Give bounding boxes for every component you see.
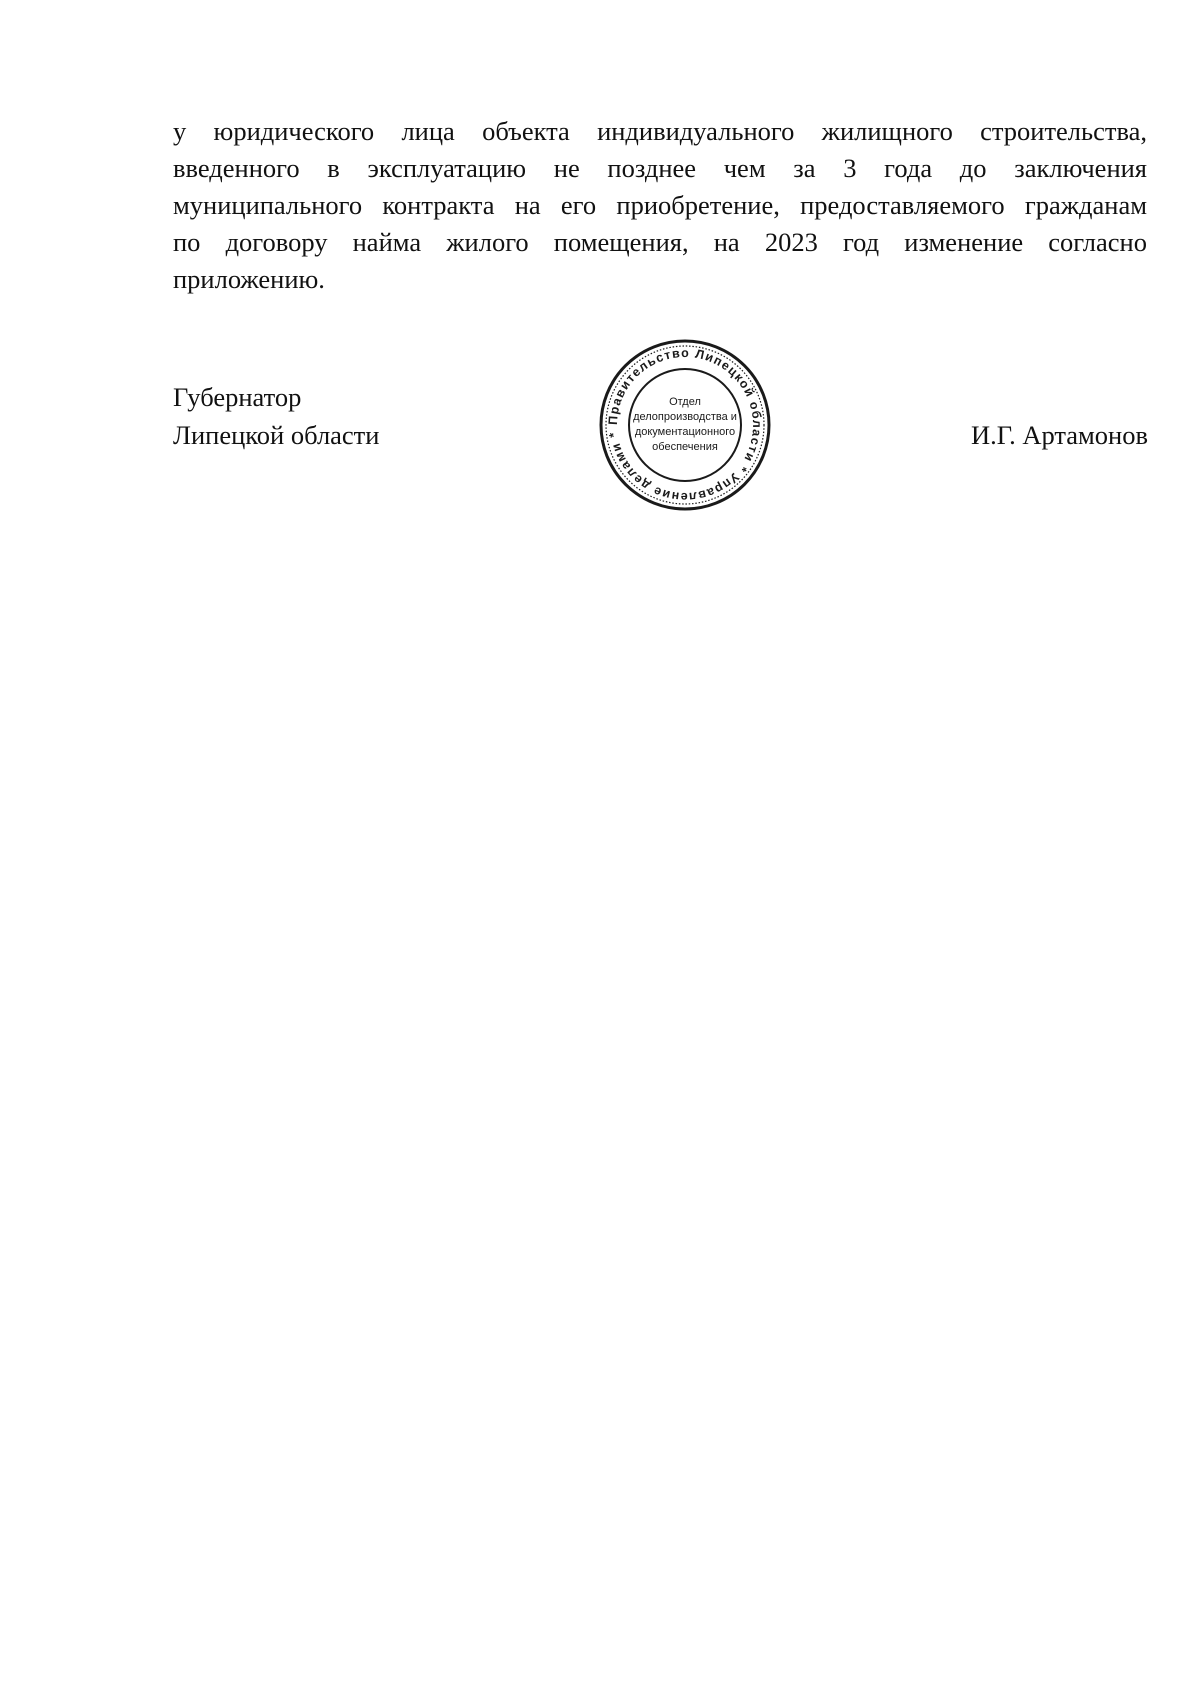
official-seal [597, 337, 773, 513]
signatory-position [173, 378, 379, 454]
seal-outer-text: Правительство Липецкой области * Управление делами * [605, 345, 765, 505]
body-line-3: муниципального контракта на его приобретение, предоставляемого гражданам [173, 190, 1147, 220]
body-line-1: у юридического лица объекта индивидуального жилищного строительства, [173, 116, 1147, 146]
body-line-4: по договору найма жилого помещения, на 2023 год изменение согласно [173, 227, 1147, 257]
body-paragraph [173, 113, 1147, 298]
signatory-title: Губернатор [173, 382, 302, 412]
signatory-name: И.Г. Артамонов [970, 420, 1148, 450]
body-line-2: введенного в эксплуатацию не позднее чем за 3 года до заключения [173, 153, 1147, 183]
seal-inner-line-2: делопроизводства и [633, 411, 737, 423]
seal-inner-line-1: Отдел [669, 396, 701, 408]
signatory-region: Липецкой области [173, 420, 380, 450]
body-line-5: приложению. [173, 264, 325, 294]
seal-inner-line-4: обеспечения [652, 441, 718, 453]
seal-inner-line-3: документационного [634, 426, 736, 438]
